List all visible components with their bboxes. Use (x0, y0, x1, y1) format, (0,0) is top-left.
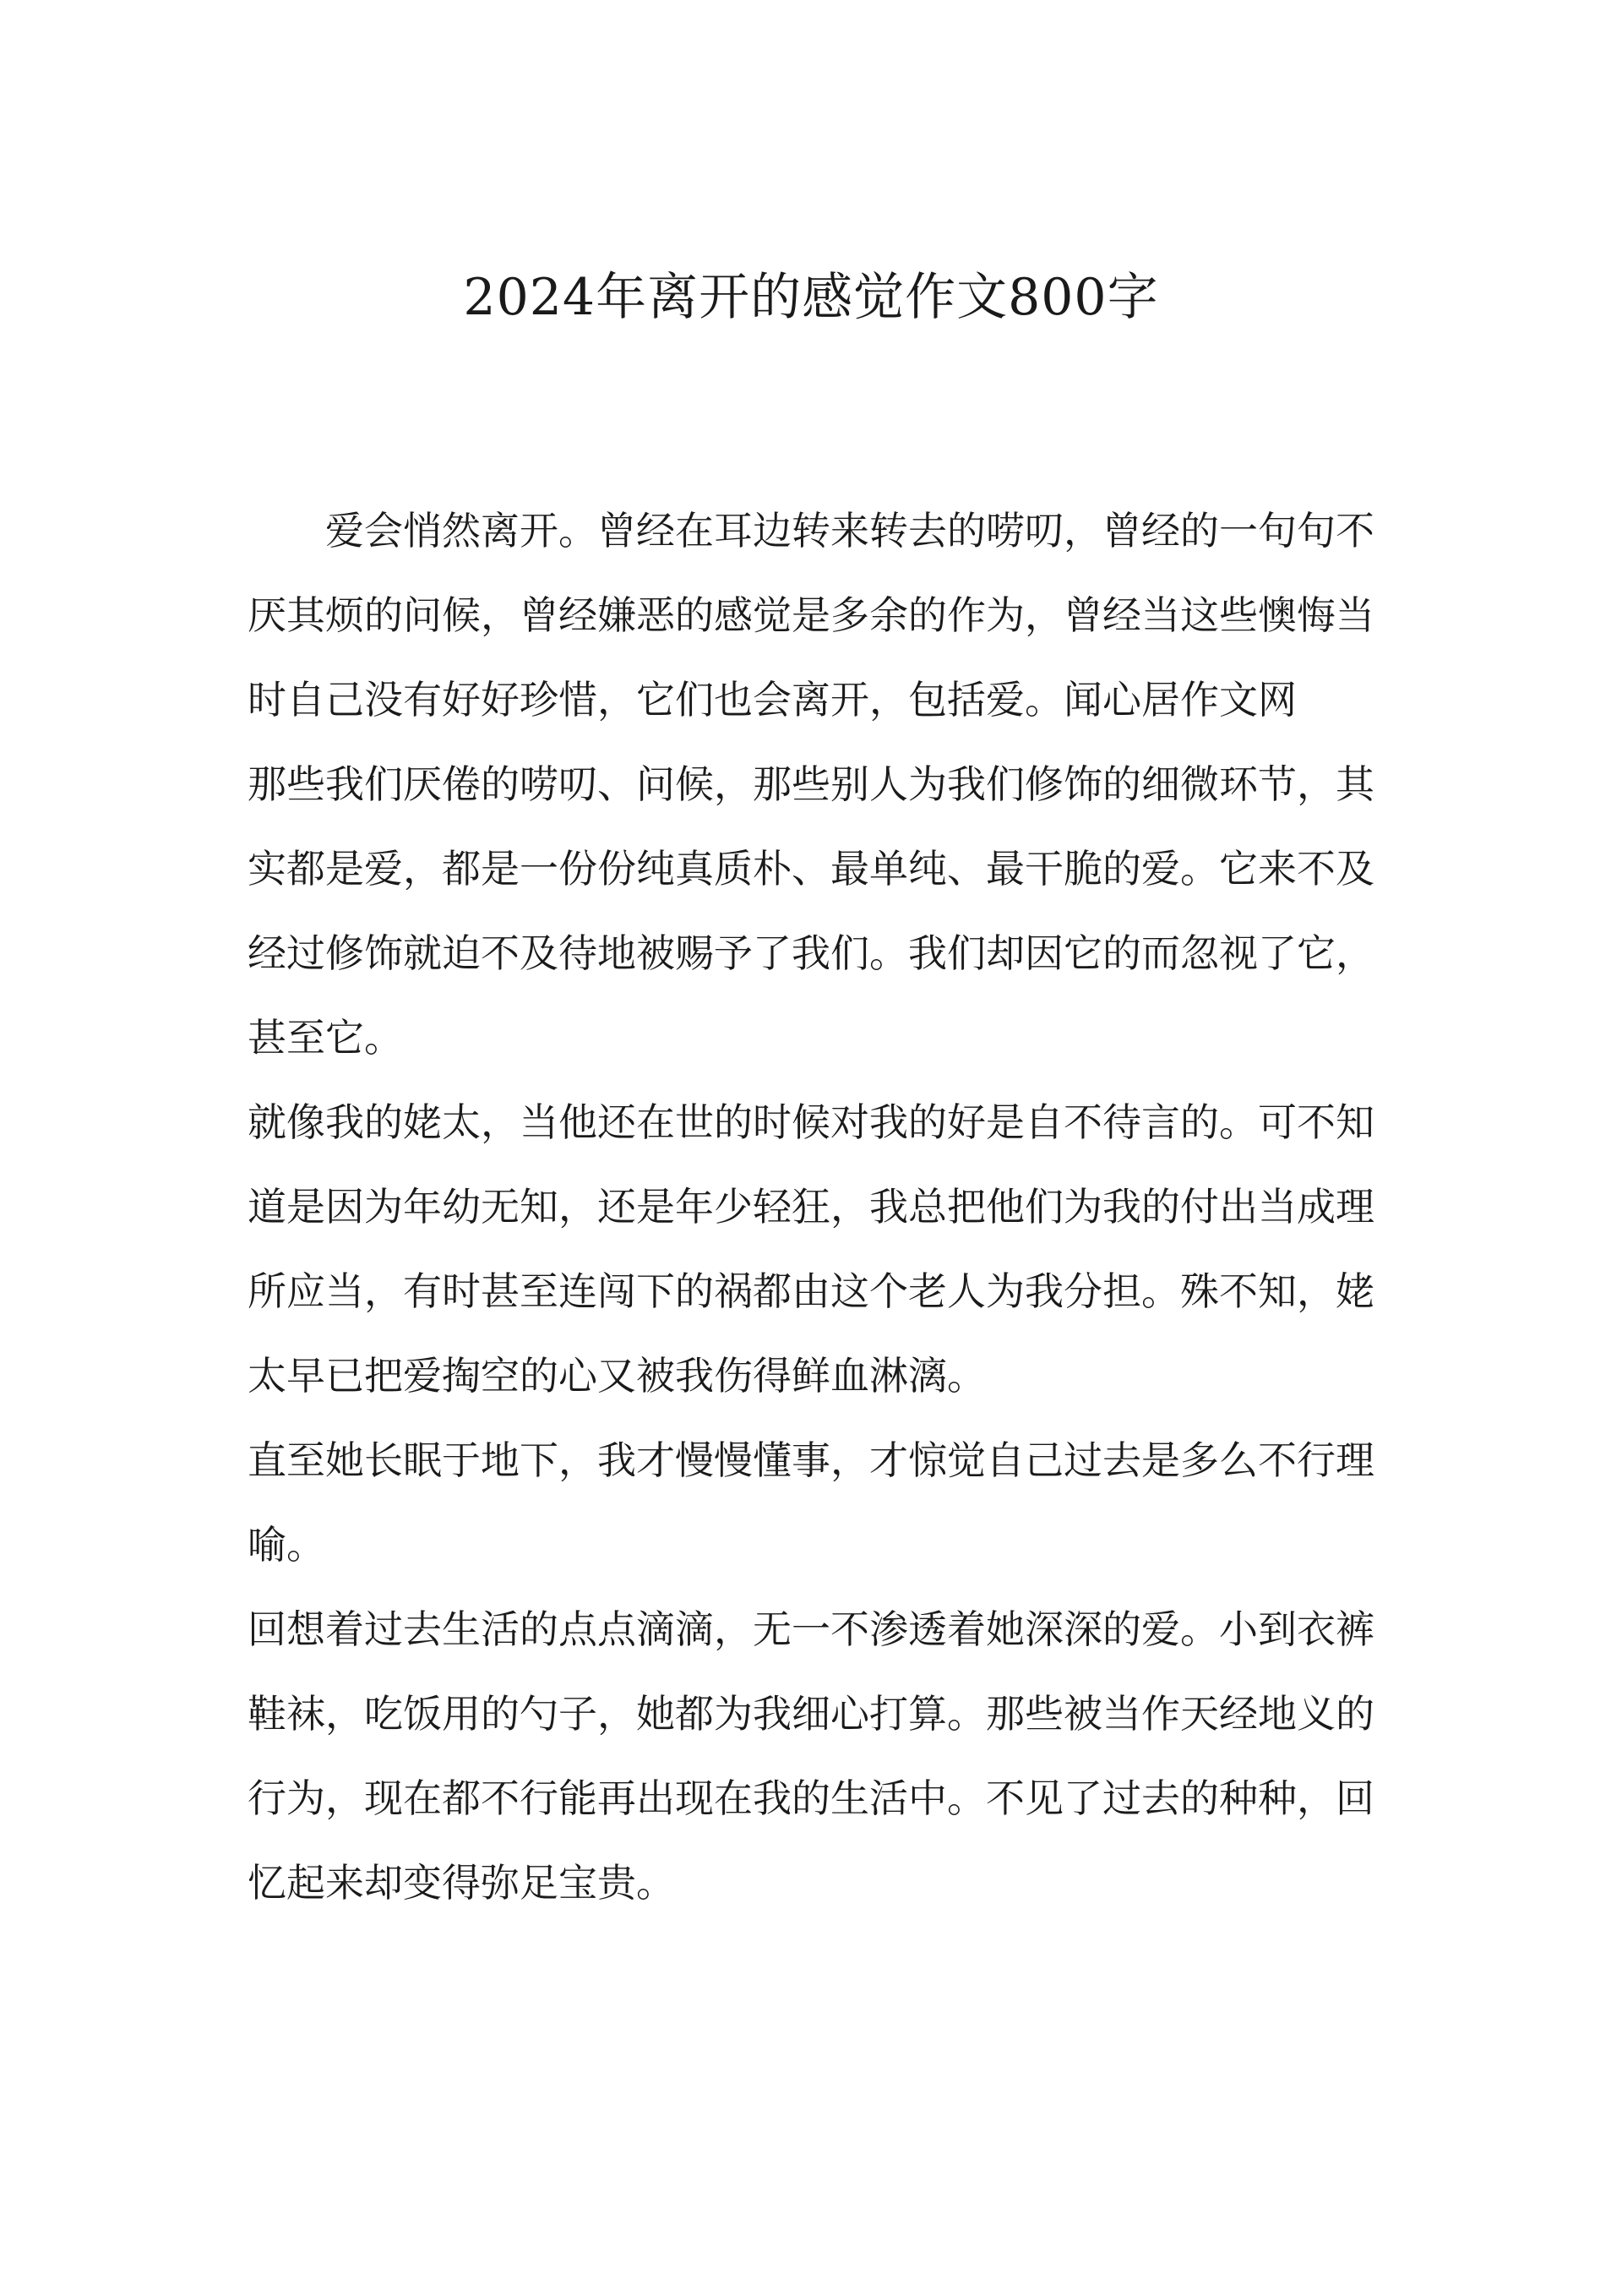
paragraph: 就像我的姥太，当他还在世的时候对我的好是自不待言的。可不知道是因为年幼无知，还是年少轻狂，我总把他们为我的付出当成理所应当，有时甚至连闯下的祸都由这个老人为我分担。殊不知，姥太早已把爱掏空的心又被我伤得鲜血淋漓。 (248, 1099, 1374, 1399)
paragraph: 回想着过去生活的点点滴滴，无一不渗透着她深深的爱。小到衣裤鞋袜，吃饭用的勺子，她都为我细心打算。那些被当作天经地义的行为，现在都不行能再出现在我的生活中。不见了过去的种种，回忆起来却变得弥足宝贵。 (248, 1606, 1374, 1906)
document-title: 2024年离开的感觉作文800字 (463, 268, 1159, 327)
paragraph: 爱会悄然离开。曾经在耳边转来转去的唠叨，曾经的一句句不厌其烦的问候，曾经嫌恶的感觉是多余的作为，曾经当这些懊悔当时自己没有好好珍惜，它们也会离开，包括爱。闻心居作文网 (248, 508, 1374, 723)
paragraph: 直至她长眠于地下，我才慢慢懂事，才惊觉自己过去是多么不行理喻。 (248, 1437, 1374, 1568)
document-body (248, 488, 1374, 1925)
paragraph: 那些我们厌倦的唠叨、问候，那些别人为我们修饰的细微环节，其实都是爱，都是一份份纯真质朴、最单纯、最干脆的爱。它来不及经过修饰就迫不及待地被赐予了我们。我们却因它的而忽视了它，甚至它。 (248, 761, 1374, 1061)
